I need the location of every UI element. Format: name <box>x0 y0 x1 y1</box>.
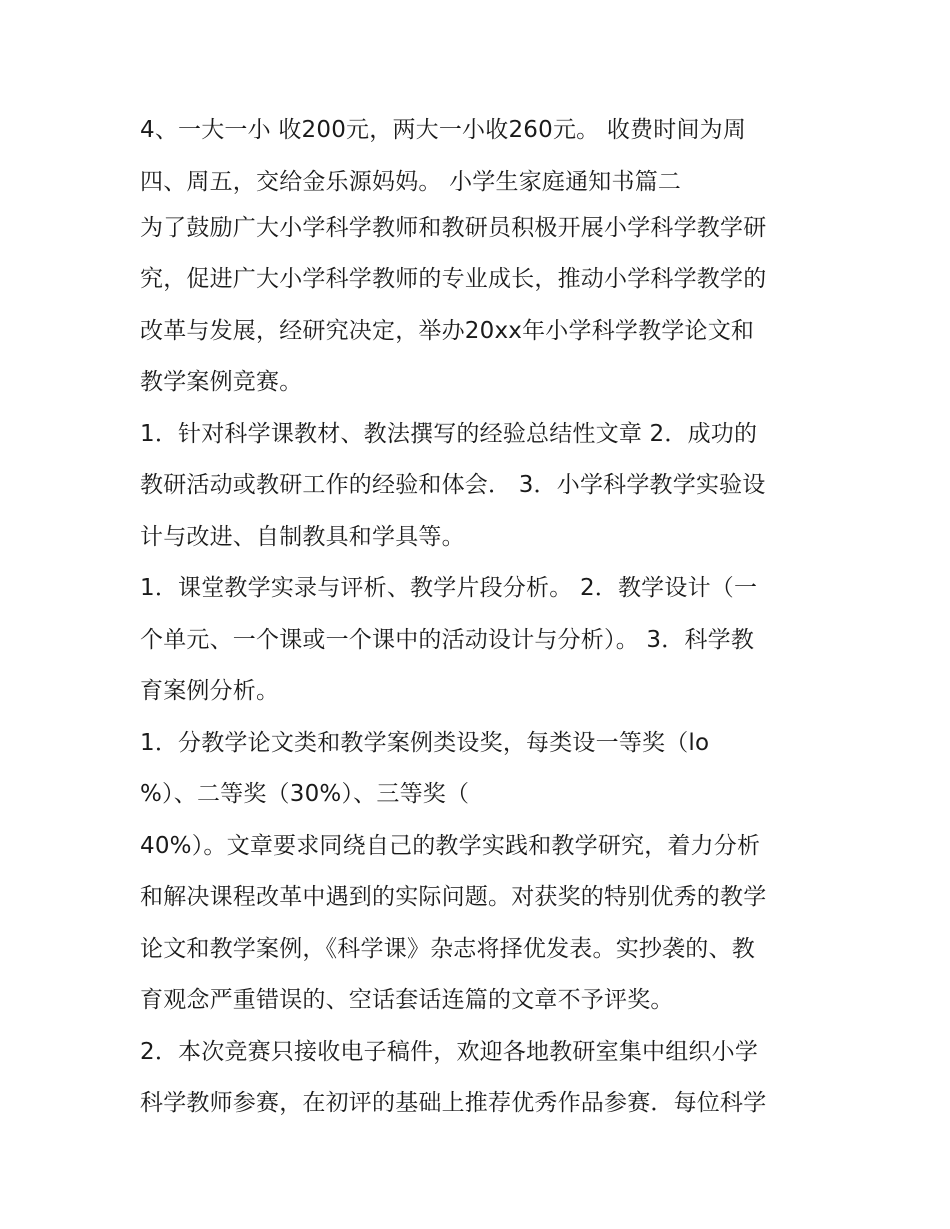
text-line: 1．分教学论文类和教学案例类设奖，每类设一等奖（lo <box>140 729 710 756</box>
text-line: 究，促进广大小学科学教师的专业成长，推动小学科学教学的 <box>140 266 767 292</box>
text-line: 40%）。文章要求同绕自己的教学实践和教学研究，着力分析 <box>140 832 761 859</box>
text-line: 为了鼓励广大小学科学教师和教研员积极开展小学科学教学研 <box>140 214 767 241</box>
text-line: 四、周五，交给金乐源妈妈。 小学生家庭通知书篇二 <box>140 168 682 195</box>
text-line: %）、二等奖（30%）、三等奖（ <box>140 781 470 807</box>
text-line: 教研活动或教研工作的经验和体会． 3．小学科学教学实验设 <box>140 472 766 498</box>
text-line: 4、一大一小 收200元，两大一小收260元。 收费时间为周 <box>140 117 747 143</box>
text-line: 2．本次竞赛只接收电子稿件，欢迎各地教研室集中组织小学 <box>140 1038 759 1065</box>
text-line: 科学教师参赛，在初评的基础上推荐优秀作品参赛．每位科学 <box>140 1090 767 1116</box>
text-line: 教学案例竞赛。 <box>140 369 303 395</box>
text-line: 1．针对科学课教材、教法撰写的经验总结性文章 2．成功的 <box>140 420 758 447</box>
text-line: 个单元、一个课或一个课中的活动设计与分析）。 3．科学教 <box>140 626 755 653</box>
text-line: 1．课堂教学实录与评析、教学片段分析。 2．教学设计（一 <box>140 575 758 601</box>
text-line: 计与改进、自制教具和学具等。 <box>140 523 465 550</box>
text-line: 论文和教学案例，《科学课》杂志将择优发表。实抄袭的、教 <box>140 935 755 962</box>
text-line: 育观念严重错误的、空话套话连篇的文章不予评奖。 <box>140 987 674 1013</box>
text-line: 育案例分析。 <box>140 678 280 704</box>
text-line: 改革与发展，经研究决定，举办20xx年小学科学教学论文和 <box>140 317 755 344</box>
text-line: 和解决课程改革中遇到的实际问题。对获奖的特别优秀的教学 <box>140 884 767 910</box>
document-body <box>140 107 830 1132</box>
